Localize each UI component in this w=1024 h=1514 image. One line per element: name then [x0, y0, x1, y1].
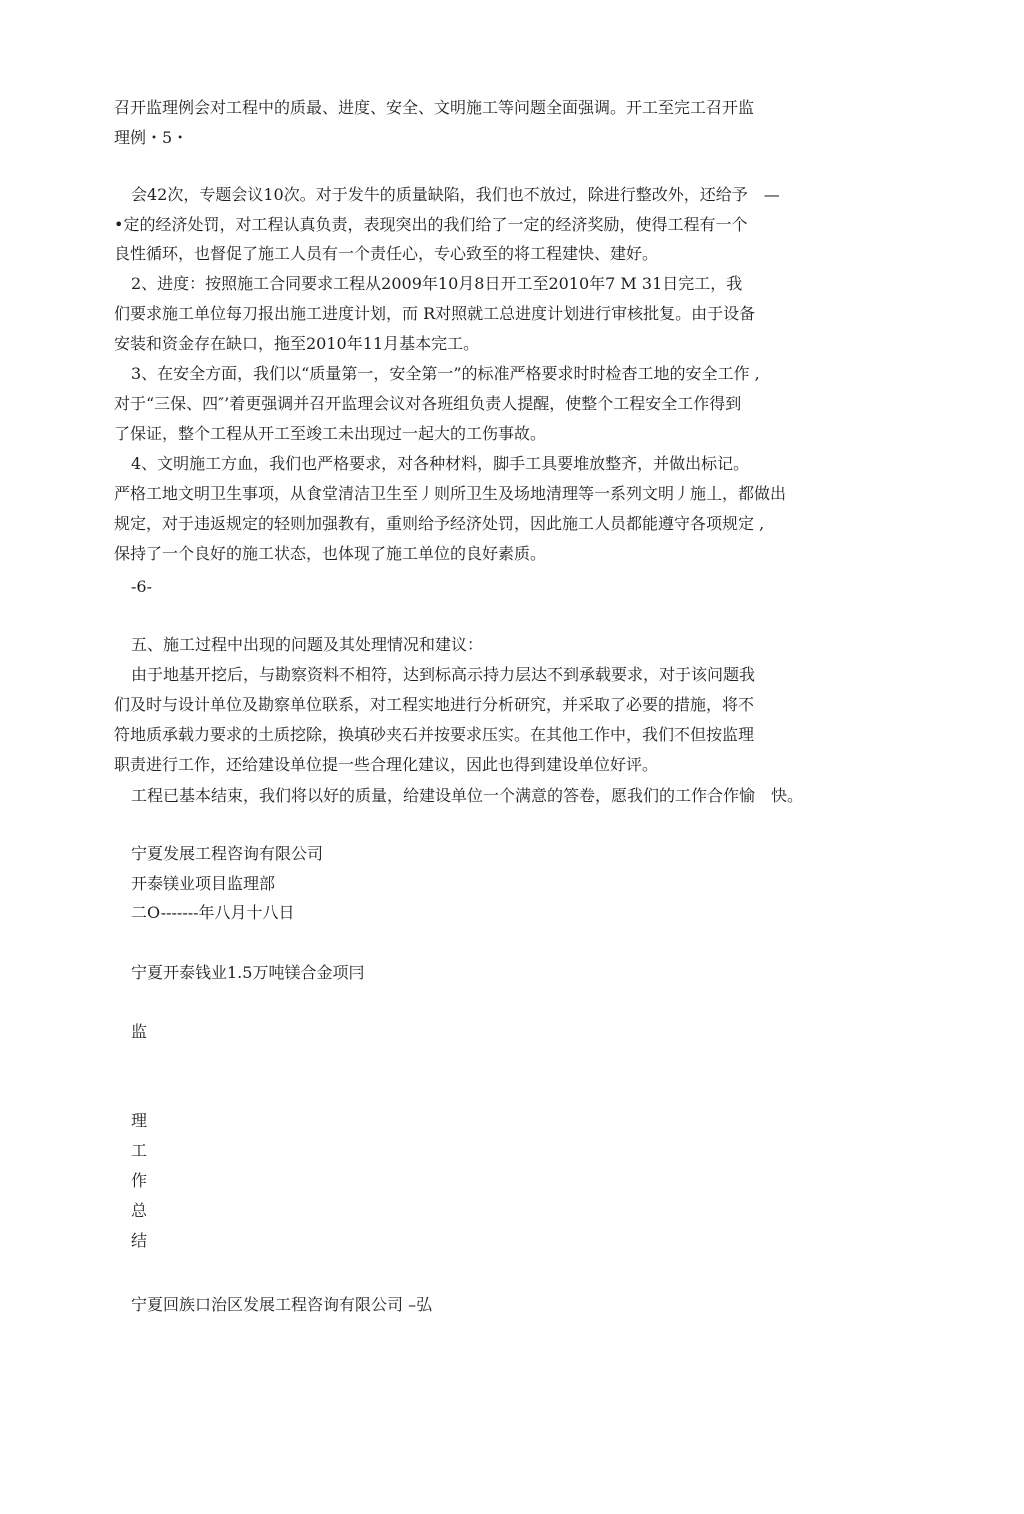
- cover-title-char: 理: [131, 1111, 148, 1130]
- paragraph-line: 符地质承载力要求的土质挖除，换填砂夹石并按要求压实。在其他工作中，我们不但按监理: [114, 725, 755, 744]
- cover-footer-org: 宁夏回族口治区发展工程咨询有限公司 –弘: [131, 1295, 433, 1314]
- paragraph-line: 理例・5・: [114, 128, 189, 147]
- paragraph-line: 召开监理例会对工程中的质最、进度、安全、文明施工等问题全面强调。开工至完工召开监: [114, 98, 755, 117]
- cover-title-char: 监: [131, 1022, 148, 1041]
- paragraph-line: 规定，对于违返规定的轻则加强教有，重则给予经济处罚，因此施工人员都能遵守各项规定 ,: [114, 514, 765, 533]
- paragraph-line: 由于地基开挖后，与勘察资料不相符，达到标高示持力层达不到承载要求，对于该问题我: [131, 665, 756, 684]
- paragraph-line: 2、进度：按照施工合同要求工程从2009年10月8日开工至2010年7 M 31日完工，我: [131, 274, 743, 293]
- paragraph-line: 会42次，专题会议10次。对于发牛的质量缺陷，我们也不放过，除进行整改外，还给予 —: [131, 185, 780, 204]
- paragraph-line: 3、在安全方面，我们以“质量第一，安全第一”的标准严格要求时时检杳工地的安全工作 ,: [131, 364, 760, 383]
- paragraph-line: 安装和资金存在缺口，拖至2010年11月基本完工。: [114, 334, 480, 353]
- paragraph-line: 严格工地文明卫生事项，从食堂清洁卫生至丿则所卫生及场地清理等一系列文明丿施丄，都做出: [114, 484, 787, 503]
- paragraph-line: 良性循环，也督促了施工人员有一个责任心，专心致至的将工程建快、建好。: [114, 244, 659, 263]
- paragraph-line: 们要求施工单位每刀报出施工进度计划，而 R对照就工总进度计划进行审核批复。由于设备: [114, 304, 756, 323]
- paragraph-line: 职责进行工作，还给建设单位提一些合理化建议，因此也得到建设单位好评。: [114, 755, 659, 774]
- cover-title-char: 作: [131, 1171, 148, 1190]
- page-number: -6-: [131, 577, 152, 596]
- paragraph-line: 工程已基本结束，我们将以好的质量，给建设单位一个满意的答卷，愿我们的工作合作愉 快。: [131, 786, 804, 805]
- cover-project-name: 宁夏开泰钱业1.5万吨镁合金项冃: [131, 963, 365, 982]
- cover-title-char: 工: [131, 1141, 148, 1160]
- cover-title-char: 结: [131, 1231, 148, 1250]
- signature-company: 宁夏发展工程咨询有限公司: [131, 844, 324, 863]
- paragraph-line: 对于“三保、四″’着更强调并召开监理会议对各班组负责人提醒，使整个工程安全工作得到: [114, 394, 742, 413]
- paragraph-line: •定的经济处罚，对工程认真负责，表现突出的我们给了一定的经济奖励，使得工程有一个: [114, 215, 748, 234]
- cover-title-char: 总: [131, 1201, 148, 1220]
- signature-department: 开泰镁业项目监理部: [131, 874, 276, 893]
- paragraph-line: 们及时与设计单位及勘察单位联系，对工程实地进行分析研究，并采取了必要的措施，将不: [114, 695, 755, 714]
- paragraph-line: 了保证，整个工程从开工至竣工未出现过一起大的工伤事故。: [114, 424, 547, 443]
- paragraph-line: 保持了一个良好的施工状态，也体现了施工单位的良好素质。: [114, 544, 547, 563]
- paragraph-line: 4、文明施工方血，我们也严格要求，对各种材料，脚手工具要堆放整齐，并做出标记。: [131, 454, 750, 473]
- signature-date: 二O-------年八月十八日: [131, 903, 295, 922]
- section-heading: 五、施工过程中出现的问题及其处理情况和建议：: [131, 635, 484, 654]
